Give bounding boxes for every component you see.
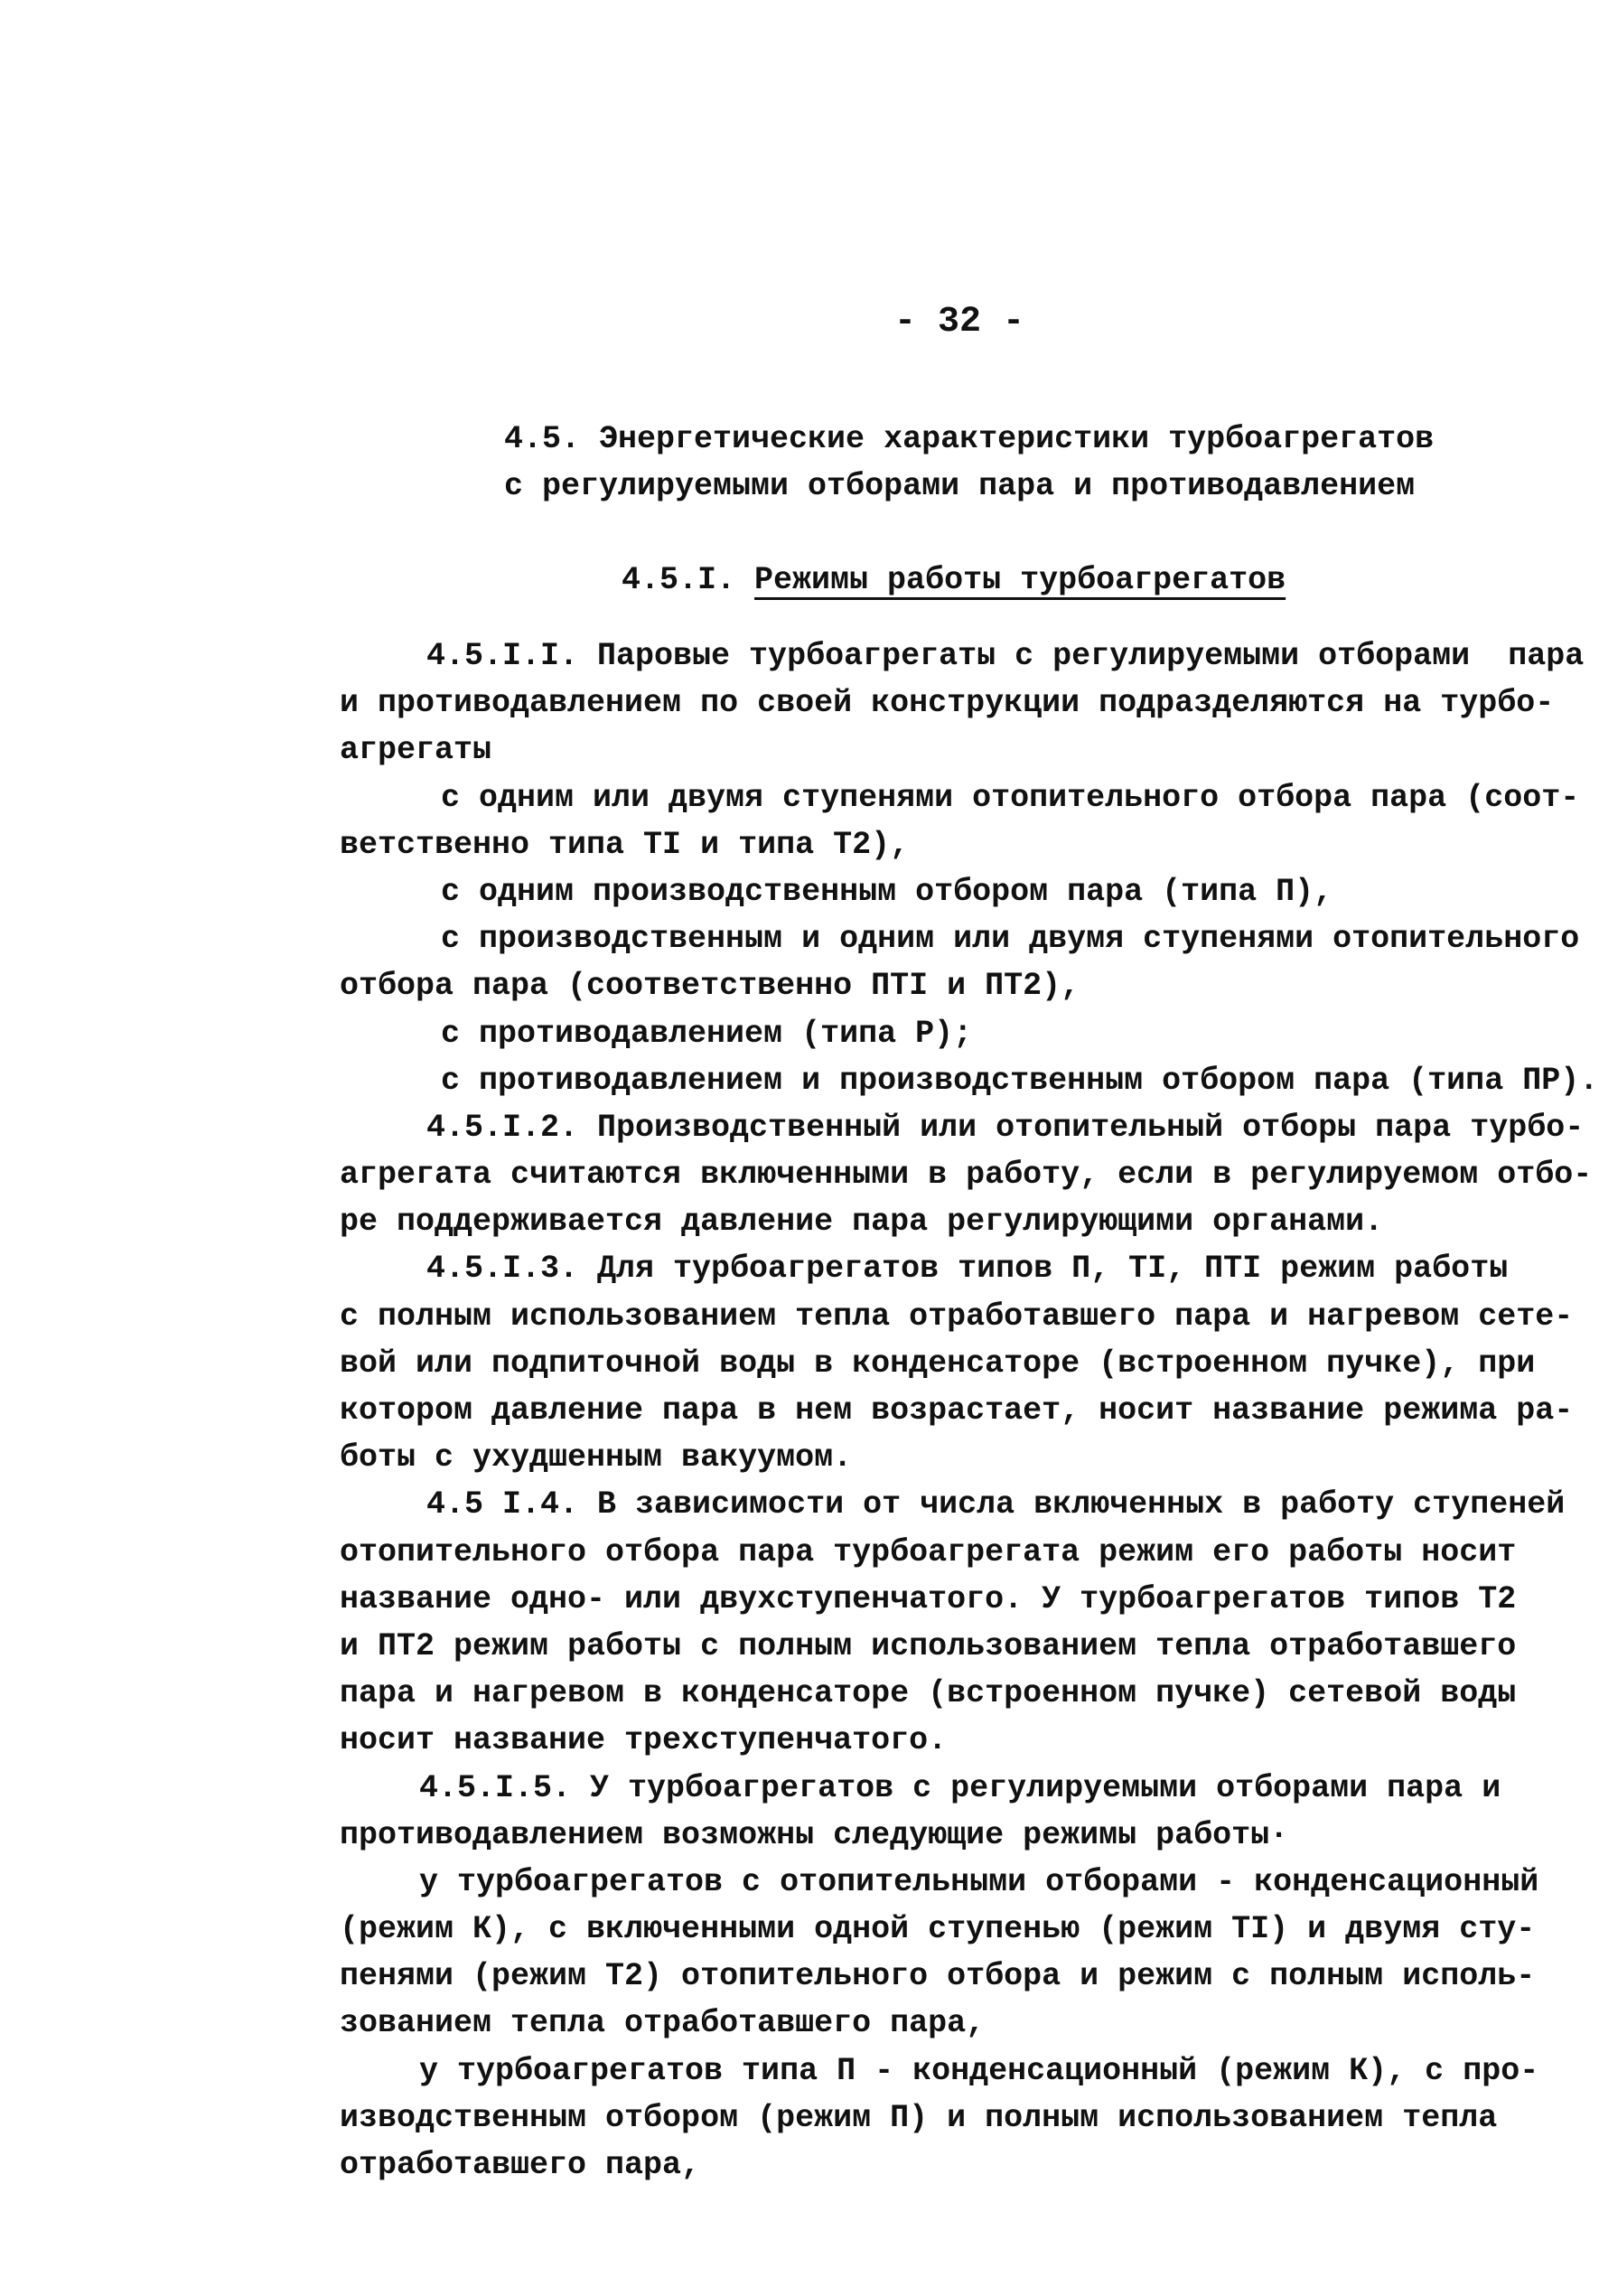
paragraph-line: изводственным отбором (режим П) и полным использованием тепла <box>340 2099 1498 2136</box>
paragraph-line: с противодавлением и производственным отбором пара (типа ПР). <box>441 1062 1599 1099</box>
paragraph-line: пенями (режим T2) отопительного отбора и режим с полным исполь- <box>340 1958 1536 1995</box>
section-title-line: 4.5. Энергетические характеристики турбоагрегатов <box>504 421 1435 457</box>
paragraph-line: название одно- или двухступенчатого. У турбоагрегатов типов T2 <box>340 1580 1517 1617</box>
paragraph-line: ре поддерживается давление пара регулирующими органами. <box>340 1204 1384 1241</box>
paragraph-line: пара и нагревом в конденсаторе (встроенном пучке) сетевой воды <box>340 1675 1517 1712</box>
paragraph-line: 4.5.I.I. Паровые турбоагрегаты с регулируемыми отборами пара <box>426 638 1585 674</box>
paragraph-line: противодавлением возможны следующие режимы работы· <box>340 1816 1289 1853</box>
paragraph-line: отработавшего пара, <box>340 2147 701 2183</box>
paragraph-line: зованием тепла отработавшего пара, <box>340 2005 986 2042</box>
paragraph-line: с одним или двумя ступенями отопительного отбора пара (соот- <box>441 779 1580 816</box>
paragraph-line: 4.5 I.4. В зависимости от числа включенных в работу ступеней <box>426 1486 1566 1523</box>
paragraph-line: агрегата считаются включенными в работу, если в регулируемом отбо- <box>340 1157 1593 1194</box>
paragraph-line: отбора пара (соответственно ПТI и ПТ2), <box>340 968 1080 1005</box>
paragraph-line: и противодавлением по своей конструкции подразделяются на турбо- <box>340 685 1555 722</box>
paragraph-line: (режим К), с включенными одной ступенью (режим TI) и двумя сту- <box>340 1911 1536 1948</box>
subsection-number: 4.5.I. <box>622 562 755 598</box>
section-title-line: с регулируемыми отборами пара и противодавлением <box>504 468 1416 504</box>
section-title <box>504 416 1434 510</box>
paragraph-line: 4.5.I.2. Производственный или отопительный отборы пара турбо- <box>426 1109 1585 1146</box>
paragraph-line: боты с ухудшенным вакуумом. <box>340 1439 853 1476</box>
page-number: - 32 - <box>894 302 1025 342</box>
paragraph-line: агрегаты <box>340 732 492 769</box>
subsection-heading: Режимы работы турбоагрегатов <box>754 562 1286 598</box>
paragraph-line: у турбоагрегатов с отопительными отборами - конденсационный <box>419 1863 1539 1900</box>
paragraph-line: с производственным и одним или двумя ступенями отопительного <box>441 921 1580 958</box>
paragraph-line: у турбоагрегатов типа П - конденсационный (режим К), с про- <box>419 2052 1539 2089</box>
paragraph-line: вой или подпиточной воды в конденсаторе (встроенном пучке), при <box>340 1345 1536 1382</box>
paragraph-line: котором давление пара в нем возрастает, носит название режима ра- <box>340 1392 1574 1429</box>
paragraph-line: носит название трехступенчатого. <box>340 1722 948 1759</box>
paragraph-line: с одним производственным отбором пара (типа П), <box>441 873 1333 910</box>
subsection-title <box>622 557 1286 604</box>
paragraph-line: с полным использованием тепла отработавшего пара и нагревом сете- <box>340 1298 1574 1335</box>
paragraph-line: ветственно типа TI и типа T2), <box>340 826 910 863</box>
paragraph-line: 4.5.I.5. У турбоагрегатов с регулируемыми отборами пара и <box>419 1769 1501 1806</box>
paragraph-line: 4.5.I.3. Для турбоагрегатов типов П, TI, ПТI режим работы <box>426 1251 1509 1288</box>
body-text <box>340 633 1599 2188</box>
paragraph-line: и ПТ2 режим работы с полным использованием тепла отработавшего <box>340 1627 1517 1664</box>
paragraph-line: с противодавлением (типа Р); <box>441 1015 973 1052</box>
paragraph-line: отопительного отбора пара турбоагрегата режим его работы носит <box>340 1533 1517 1570</box>
